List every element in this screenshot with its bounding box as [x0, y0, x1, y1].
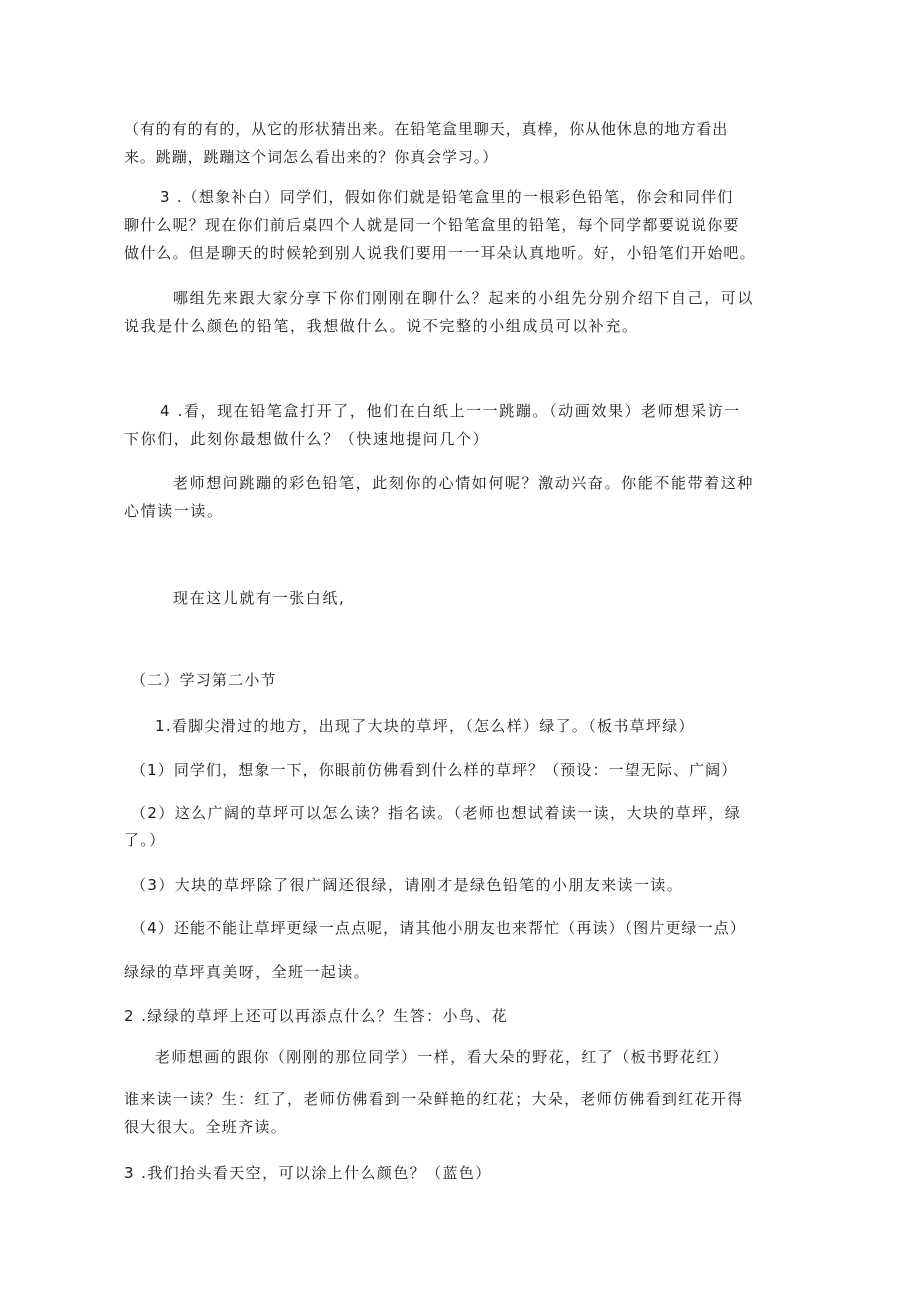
text-line: （2）这么广阔的草坪可以怎么读？指名读。（老师也想试着读一读，大块的草坪，绿 — [131, 804, 742, 822]
text-line: （1）同学们，想象一下，你眼前仿佛看到什么样的草坪？（预设：一望无际、广阔） — [131, 761, 738, 779]
text-line: 老师想画的跟你（刚刚的那位同学）一样，看大朵的野花，红了（板书野花红） — [155, 1048, 730, 1066]
text-line: 聊什么呢？现在你们前后桌四个人就是同一个铅笔盒里的铅笔，每个同学都要说说你要 — [124, 216, 740, 234]
text-line: 心情读一读。 — [124, 502, 224, 520]
text-line: （3）大块的草坪除了很广阔还很绿，请刚才是绿色铅笔的小朋友来读一读。 — [131, 876, 684, 894]
text-line: 2 .绿绿的草坪上还可以再添点什么？生答：小鸟、花 — [124, 1007, 509, 1025]
text-line: 哪组先来跟大家分享下你们刚刚在聊什么？起来的小组先分别介绍下自己，可以 — [173, 289, 755, 307]
text-line: 谁来读一读？生：红了，老师仿佛看到一朵鲜艳的红花；大朵，老师仿佛看到红花开得 — [124, 1090, 744, 1108]
text-line: 3 .（想象补白）同学们，假如你们就是铅笔盒里的一根彩色铅笔，你会和同伴们 — [160, 188, 734, 206]
text-line: （有的有的有的，从它的形状猜出来。在铅笔盒里聊天，真棒，你从他休息的地方看出 — [124, 120, 729, 138]
text-line: 现在这儿就有一张白纸, — [173, 589, 346, 607]
text-line: 下你们，此刻你最想做什么？（快速地提问几个） — [124, 430, 490, 448]
text-line: 很大很大。全班齐读。 — [124, 1118, 288, 1136]
text-line: （4）还能不能让草坪更绿一点点呢，请其他小朋友也来帮忙（再读）（图片更绿一点） — [131, 919, 746, 937]
text-line: 绿绿的草坪真美呀，全班一起读。 — [124, 963, 371, 981]
text-line: 4 .看，现在铅笔盒打开了，他们在白纸上一一跳蹦。（动画效果）老师想采访一 — [160, 402, 741, 420]
text-line: 3 .我们抬头看天空，可以涂上什么颜色？（蓝色） — [124, 1164, 492, 1182]
text-line: 了。） — [124, 831, 166, 849]
text-line: 来。跳蹦，跳蹦这个词怎么看出来的？你真会学习。） — [124, 148, 499, 166]
text-line: 做什么。但是聊天的时候轮到别人说我们要用一一耳朵认真地听。好，小铅笔们开始吧。 — [124, 244, 756, 262]
text-line: 说我是什么颜色的铅笔，我想做什么。说不完整的小组成员可以补充。 — [124, 317, 639, 335]
text-line: 老师想问跳蹦的彩色铅笔，此刻你的心情如何呢？激动兴奋。你能不能带着这种 — [173, 474, 755, 492]
text-line: 1.看脚尖滑过的地方，出现了大块的草坪，（怎么样）绿了。（板书草坪绿） — [155, 717, 695, 735]
section-heading: （二）学习第二小节 — [131, 671, 277, 689]
